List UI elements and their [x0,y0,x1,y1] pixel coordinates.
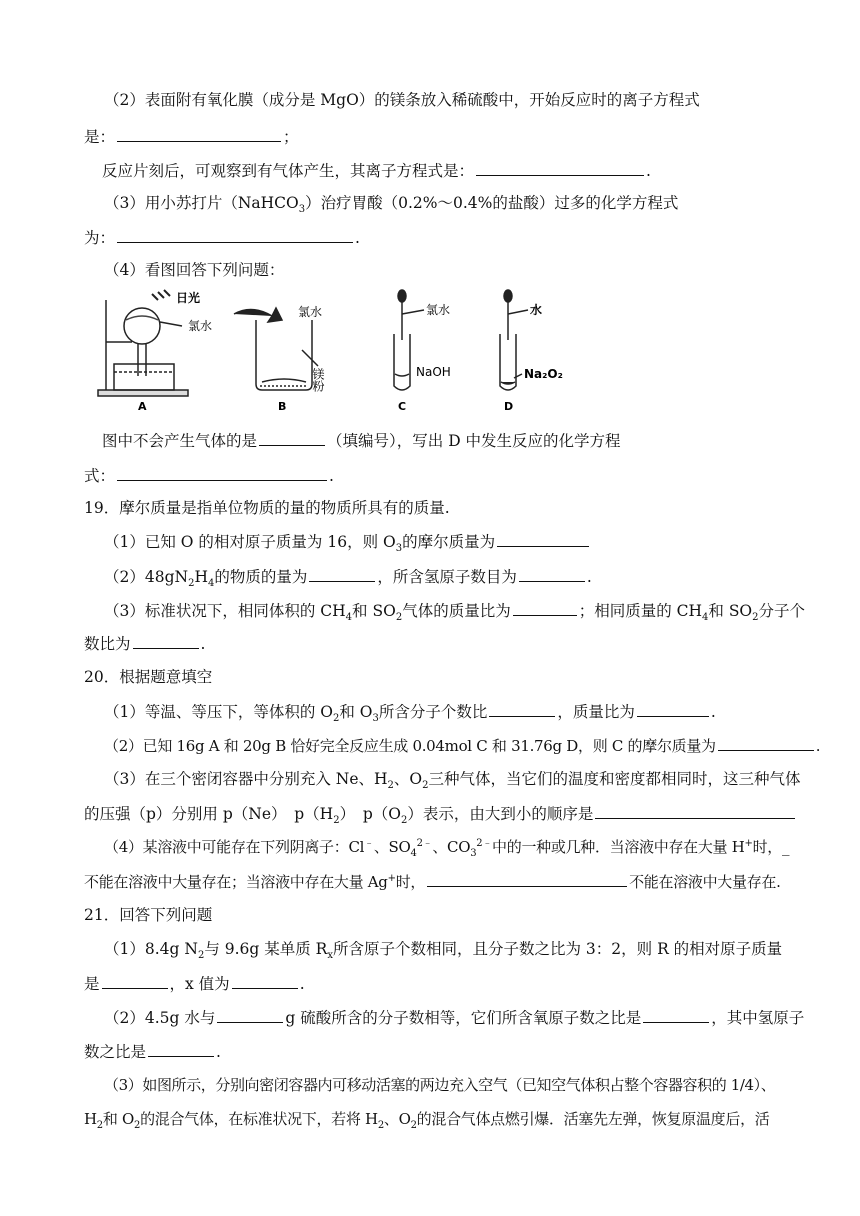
answer-blank[interactable] [117,126,281,142]
q21-part2-line2 [0,1041,860,1062]
subscript: 2 [400,815,408,827]
question-text: 不能在溶液中大量存在. [629,873,781,891]
q20-part3-line1 [0,769,860,792]
answer-prefix: 式： [84,467,116,485]
question-text: 的混合气体，在标准状况下，若将 H [140,1110,378,1128]
answer-blank[interactable] [309,566,375,582]
answer-blank[interactable] [513,600,577,616]
subscript: 2 [333,815,340,827]
q20-part4-line1 [0,837,860,857]
question-text: （4）某溶液中可能存在下列阴离子：Cl [104,838,365,856]
answer-blank[interactable] [148,1041,214,1057]
q21-title [0,905,860,925]
question-text: 的摩尔质量为 [402,533,496,551]
punctuation: . [299,975,305,993]
question-text: （4）看图回答下列问题： [104,261,285,279]
question-text: （3）在三个密闭容器中分别充入 Ne、H [104,770,388,788]
question-text: 时，_ [752,838,790,856]
question-text: 的压强（p）分别用 p（Ne） p（H [84,805,334,823]
question-text: 和 O [102,1110,135,1128]
answer-blank[interactable] [476,160,644,176]
q18-part2-line3 [0,160,860,181]
q20-part1 [0,701,860,725]
punctuation: . [200,635,206,653]
q21-part2-line1 [0,1007,860,1028]
subscript: 3 [372,713,379,725]
punctuation: . [646,162,651,180]
question-text: ，x 值为 [169,975,230,993]
b-magnesium-label: 镁粉 [311,368,325,392]
question-text: 的混合气体点燃引爆．活塞先左弹，恢复原温度后，活 [416,1110,770,1128]
subscript: 2 [395,612,403,624]
punctuation: . [216,1043,221,1061]
q21-part3-line2 [0,1109,860,1129]
label-d: D [504,400,514,413]
q18-part2-line1 [0,90,860,110]
punctuation: ； [283,128,299,146]
apparatus-b [234,308,318,390]
question-text: （1）8.4g N [104,940,198,958]
punctuation: . [815,737,821,755]
q18-part4-line1 [0,260,860,280]
subscript: 4 [207,578,215,590]
question-text: （3）如图所示，分别向密闭容器内可移动活塞的两边充入空气（已知空气体积占整个容器容积的 1/4）、 [104,1076,776,1094]
q19-part2 [0,566,860,590]
question-text: 时， [395,873,426,891]
question-text: g 硫酸所含的分子数相等，它们所含氧原子数之比是 [285,1009,642,1027]
subscript: 2 [188,578,195,590]
answer-blank[interactable] [489,701,555,717]
question-text: 和 O [339,703,373,721]
subscript: 2 [422,780,429,792]
b-chlorine-water-label: 氯水 [298,305,323,319]
subscript: 3 [298,204,306,216]
c-naoh-label: NaOH [416,365,451,379]
question-text: 和 SO [708,602,753,620]
answer-blank[interactable] [643,1007,709,1023]
question-text: ）治疗胃酸（0.2%～0.4%的盐酸）过多的化学方程式 [305,194,679,212]
question-text: （2）已知 16g A 和 20g B 恰好完全反应生成 0.04mol C 和 31.76g D，则 C 的摩尔质量为 [104,737,716,755]
label-c: C [398,400,407,413]
punctuation: . [329,467,334,485]
q20-title [0,667,860,687]
punctuation: . [710,703,716,721]
subscript: 3 [470,848,477,859]
question-text: 、O [393,770,423,788]
answer-blank[interactable] [519,566,585,582]
q20-part2 [0,735,860,756]
answer-prefix: 数比为 [84,635,131,653]
subscript: 2 [134,1120,141,1131]
subscript: 4 [410,848,417,859]
question-text: （1）等温、等压下，等体积的 O [104,703,333,721]
c-chlorine-water-label: 氯水 [426,303,451,317]
answer-blank[interactable] [133,633,199,649]
q18-part3-line1 [0,193,860,216]
d-water-label: 水 [530,303,543,317]
answer-blank[interactable] [117,227,353,243]
question-text: （2）4.5g 水与 [104,1009,216,1027]
answer-prefix: 为： [84,229,116,247]
question-text: 、CO [432,838,471,856]
question-text: H [194,568,208,586]
question-text: 的物质的量为 [214,568,308,586]
q19-part1 [0,531,860,555]
subscript: 2 [197,950,205,962]
question-text: 所含原子个数相同，且分子数之比为 3：2，则 R 的相对原子质量 [332,940,783,958]
question-text: 气体的质量比为 [402,602,511,620]
subscript: 4 [345,612,353,624]
answer-blank[interactable] [718,735,814,751]
question-text: H [84,1110,97,1128]
apparatus-figure [96,286,596,414]
answer-prefix: 是 [84,975,100,993]
question-text: 与 9.6g 某单质 R [204,940,328,958]
answer-blank[interactable] [427,871,627,887]
subscript: 2 [377,1120,384,1131]
apparatus-a [98,290,188,396]
punctuation: . [586,568,592,586]
answer-prefix: 是： [84,128,116,146]
answer-blank[interactable] [102,973,168,989]
q18-part2-text: （2）表面附有氧化膜（成分是 MgO）的镁条放入稀硫酸中，开始反应时的离子方程式 [104,91,700,109]
question-text: 反应片刻后，可观察到有气体产生，其离子方程式是： [102,162,475,180]
question-text: ，其中氢原子 [711,1009,805,1027]
q20-part4-line2 [0,871,860,892]
sunlight-label: 日光 [176,291,201,305]
q18-part3-line2 [0,227,860,248]
q21-part1-line1 [0,939,860,962]
subscript: 3 [395,543,403,555]
question-text: 分子个 [758,602,806,620]
q18-part4-line2 [0,430,860,451]
question-text: ，所含氢原子数目为 [377,568,517,586]
question-title: 20．根据题意填空 [84,668,213,686]
q21-part1-line2 [0,973,860,994]
subscript: 2 [333,713,340,725]
subscript: x [327,950,333,962]
question-text: （3）标准状况下，相同体积的 CH [104,602,346,620]
question-text: 所含分子个数比 [378,703,488,721]
subscript: 4 [702,612,709,624]
subscript: 2 [410,1120,417,1131]
a-chlorine-water-label: 氯水 [188,319,213,333]
label-a: A [138,400,147,413]
label-b: B [278,400,287,413]
subscript: 2 [752,612,759,624]
subscript: 2 [387,780,394,792]
q21-part3-line1 [0,1075,860,1095]
question-text: 、SO [373,838,411,856]
punctuation: . [355,229,360,247]
question-text: 三种气体，当它们的温度和密度都相同时，这三种气体 [428,770,801,788]
question-text: （3）用小苏打片（NaHCO [104,194,299,212]
superscript: + [387,873,396,884]
question-text: 中的一种或几种．当溶液中存在大量 H [492,838,745,856]
question-text: 图中不会产生气体的是 [102,432,258,450]
superscript: 2﹣ [476,838,493,849]
q20-part3-line2 [0,803,860,827]
question-text: 、O [383,1110,411,1128]
question-text: 和 SO [352,602,396,620]
answer-blank[interactable] [595,803,795,819]
d-na2o2-label: Na₂O₂ [524,367,563,381]
q19-title [0,498,860,518]
question-title: 19．摩尔质量是指单位物质的量的物质所具有的质量. [84,499,450,517]
superscript: + [744,838,753,849]
answer-blank[interactable] [497,531,589,547]
answer-blank[interactable] [232,973,298,989]
question-text: （1）已知 O 的相对原子质量为 16，则 O [104,533,396,551]
question-text: ） p（O [339,805,401,823]
question-text: ）表示，由大到小的顺序是 [407,805,594,823]
question-text: （2）48gN [104,568,189,586]
question-title: 21．回答下列问题 [84,906,213,924]
answer-blank[interactable] [217,1007,283,1023]
q18-part4-line3 [0,465,860,486]
answer-blank[interactable] [117,465,327,481]
q18-part2-line2 [0,126,860,147]
question-text: （填编号），写出 D 中发生反应的化学方程 [327,432,621,450]
question-text: ，质量比为 [557,703,635,721]
question-text: ；相同质量的 CH [578,602,703,620]
question-text: 不能在溶液中大量存在；当溶液中存在大量 Ag [84,873,388,891]
superscript: 2﹣ [416,838,433,849]
answer-blank[interactable] [259,430,325,446]
superscript: ﹣ [364,838,374,849]
subscript: 2 [96,1120,103,1131]
q19-part3-line2 [0,633,860,654]
answer-prefix: 数之比是 [84,1043,147,1061]
q19-part3-line1 [0,600,860,624]
answer-blank[interactable] [637,701,709,717]
